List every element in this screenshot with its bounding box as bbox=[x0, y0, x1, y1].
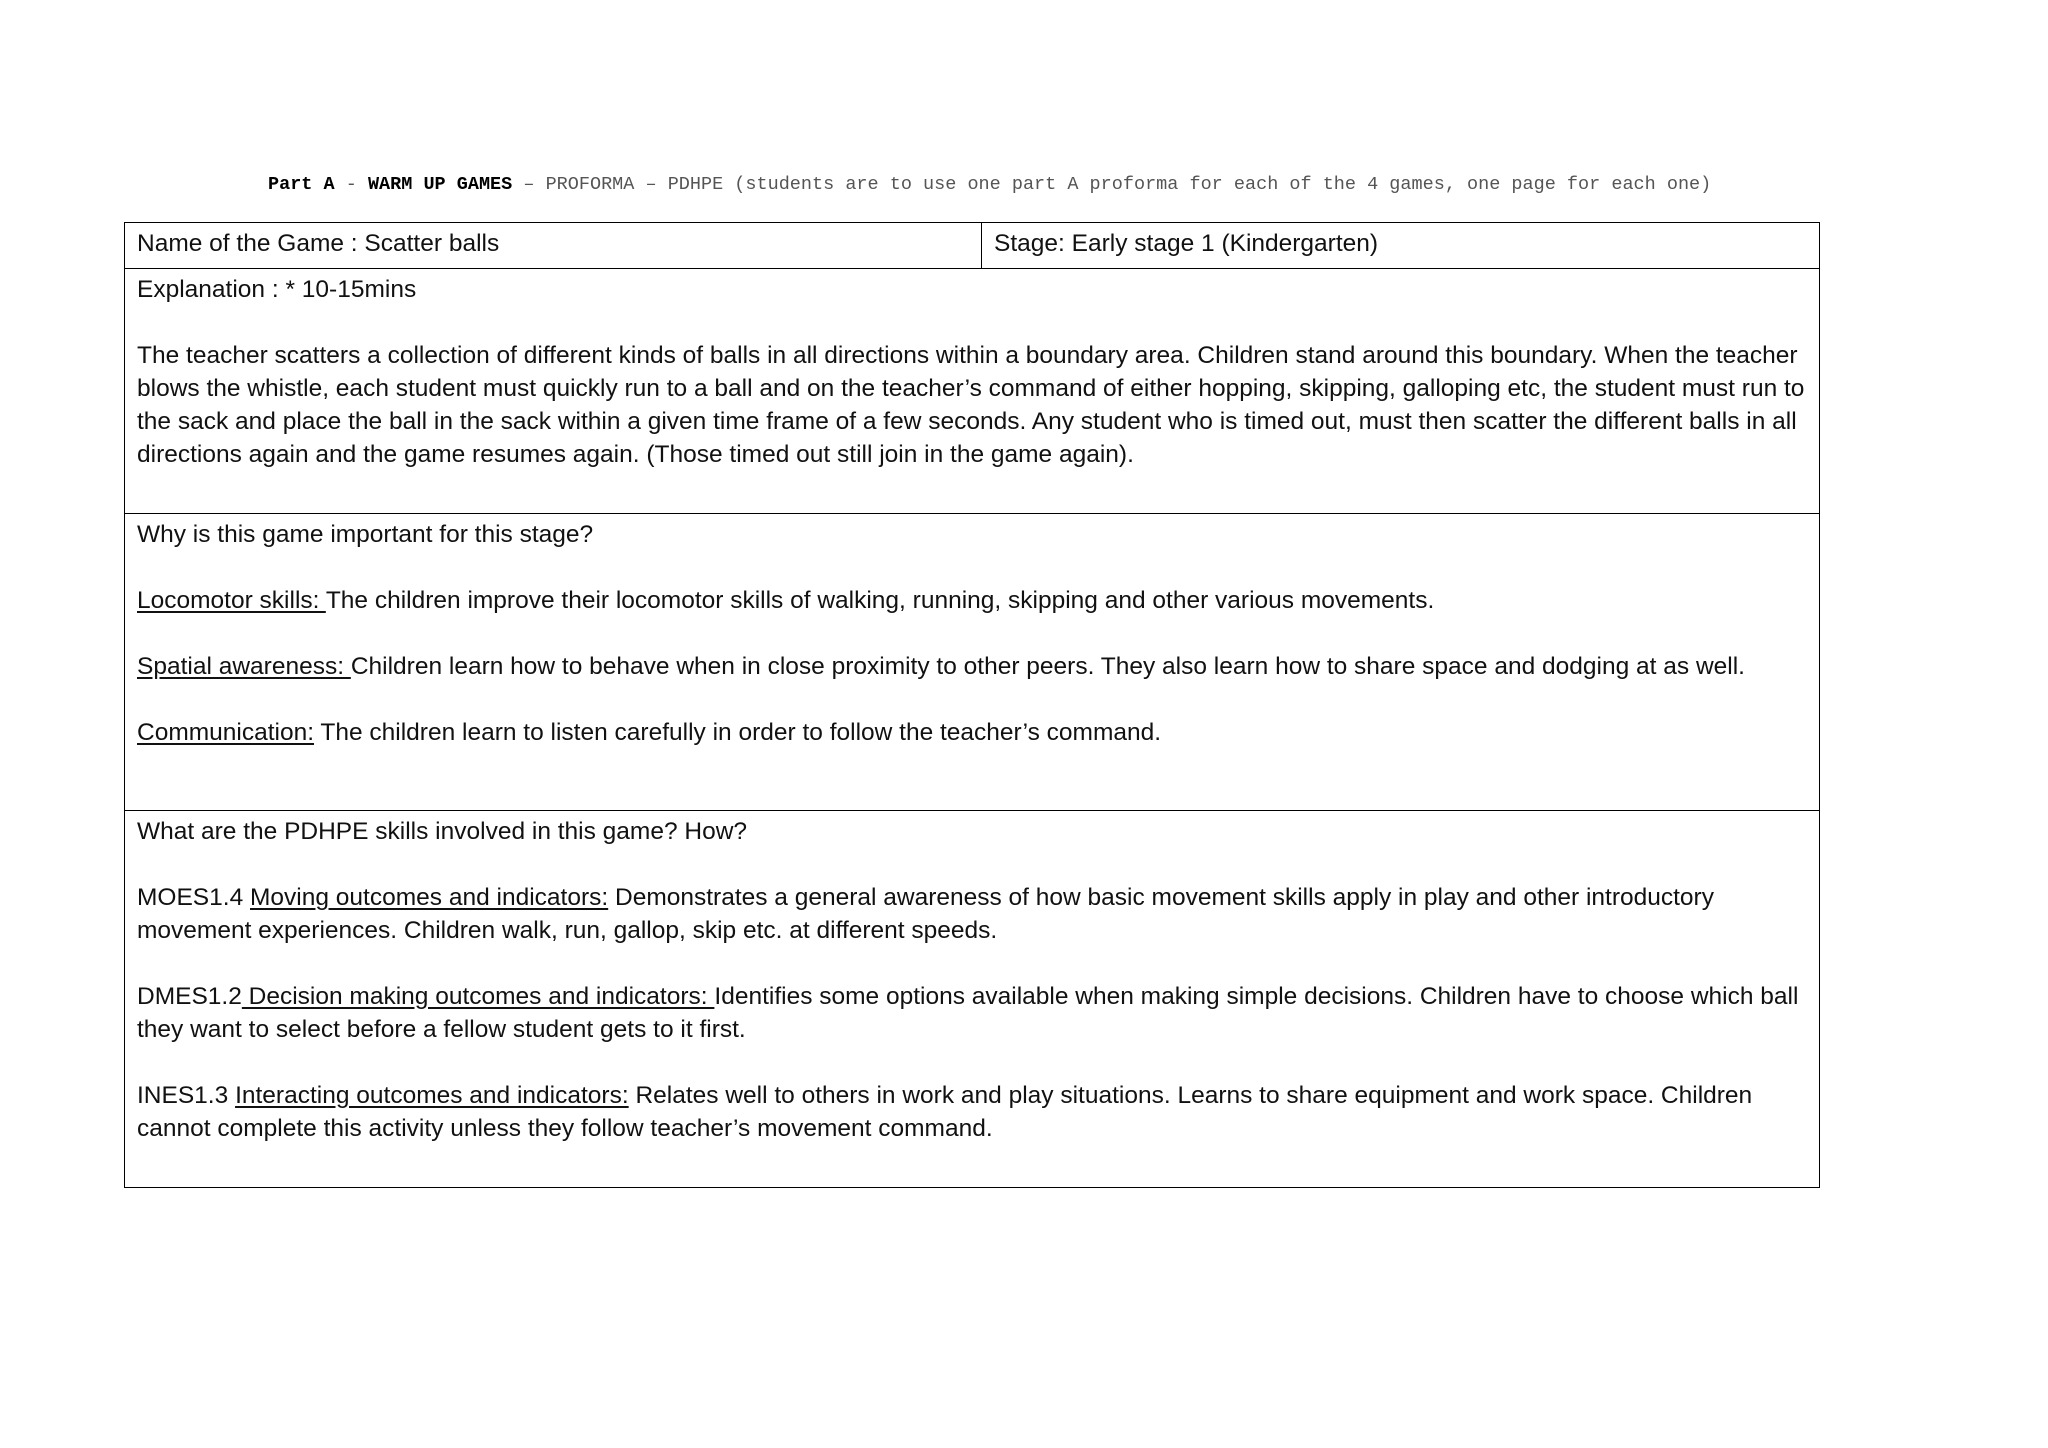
skills-item-dmes bbox=[137, 980, 1807, 1046]
header-dash: - bbox=[334, 174, 368, 195]
importance-item-locomotor bbox=[137, 584, 1807, 617]
importance-label: Communication: bbox=[137, 719, 315, 746]
header-part: Part A bbox=[268, 174, 335, 195]
skills-cell bbox=[125, 811, 1820, 1188]
skills-label: Interacting outcomes and indicators: bbox=[235, 1082, 629, 1109]
skills-code: DMES1.2 bbox=[137, 983, 242, 1010]
importance-label: Locomotor skills: bbox=[137, 587, 326, 614]
skills-code: INES1.3 bbox=[137, 1082, 236, 1109]
importance-text: The children learn to listen carefully in order to follow the teacher’s command. bbox=[314, 719, 1162, 746]
importance-cell bbox=[125, 514, 1820, 811]
skills-heading: What are the PDHPE skills involved in this game? How? bbox=[137, 818, 748, 845]
skills-item-moes bbox=[137, 881, 1807, 947]
importance-row bbox=[125, 514, 1820, 811]
stage-cell bbox=[982, 223, 1820, 269]
proforma-table bbox=[124, 222, 1820, 1188]
skills-text: Demonstrates a general awareness of how basic movement skills apply in play and other introductory movement experiences. Children walk, run, gallop, skip etc. at different speeds. bbox=[137, 884, 1714, 944]
importance-text: The children improve their locomotor skills of walking, running, skipping and other various movements. bbox=[325, 587, 1435, 614]
skills-label: Decision making outcomes and indicators: bbox=[241, 983, 715, 1010]
title-row bbox=[125, 223, 1820, 269]
explanation-row bbox=[125, 269, 1820, 514]
game-name: Name of the Game : Scatter balls bbox=[137, 230, 500, 257]
importance-text: Children learn how to behave when in close proximity to other peers. They also learn how to share space and dodging at as well. bbox=[350, 653, 1745, 680]
explanation-body: The teacher scatters a collection of different kinds of balls in all directions within a boundary area. Children stand around this boundary. When the teacher blows the whistle, each student must quickly run to a ball and on the teacher’s command of either hopping, skipping, galloping etc, the student must run to the sack and place the ball in the sack within a given time frame of a few seconds. Any student who is timed out, must then scatter the different balls in all directions again and the game resumes again. (Those timed out still join in the game again). bbox=[137, 342, 1805, 468]
skills-item-ines bbox=[137, 1079, 1807, 1145]
explanation-cell bbox=[125, 269, 1820, 514]
importance-item-communication bbox=[137, 716, 1807, 749]
importance-heading: Why is this game important for this stage? bbox=[137, 521, 594, 548]
game-stage: Stage: Early stage 1 (Kindergarten) bbox=[994, 230, 1379, 257]
header-section: WARM UP GAMES bbox=[367, 174, 513, 195]
header-instructions: – PROFORMA – PDHPE (students are to use one part A proforma for each of the 4 games, one page for each one) bbox=[512, 174, 1712, 195]
document-header bbox=[268, 174, 1711, 195]
importance-item-spatial bbox=[137, 650, 1807, 683]
skills-text: Relates well to others in work and play situations. Learns to share equipment and work space. Children cannot complete this activity unless they follow teacher’s movement command. bbox=[137, 1082, 1753, 1142]
importance-label: Spatial awareness: bbox=[137, 653, 351, 680]
explanation-heading: Explanation : * 10-15mins bbox=[137, 276, 417, 303]
skills-code: MOES1.4 bbox=[137, 884, 251, 911]
skills-row bbox=[125, 811, 1820, 1188]
skills-text: Identifies some options available when making simple decisions. Children have to choose which ball they want to select before a fellow student gets to it first. bbox=[137, 983, 1799, 1043]
game-name-cell bbox=[125, 223, 982, 269]
skills-label: Moving outcomes and indicators: bbox=[250, 884, 609, 911]
